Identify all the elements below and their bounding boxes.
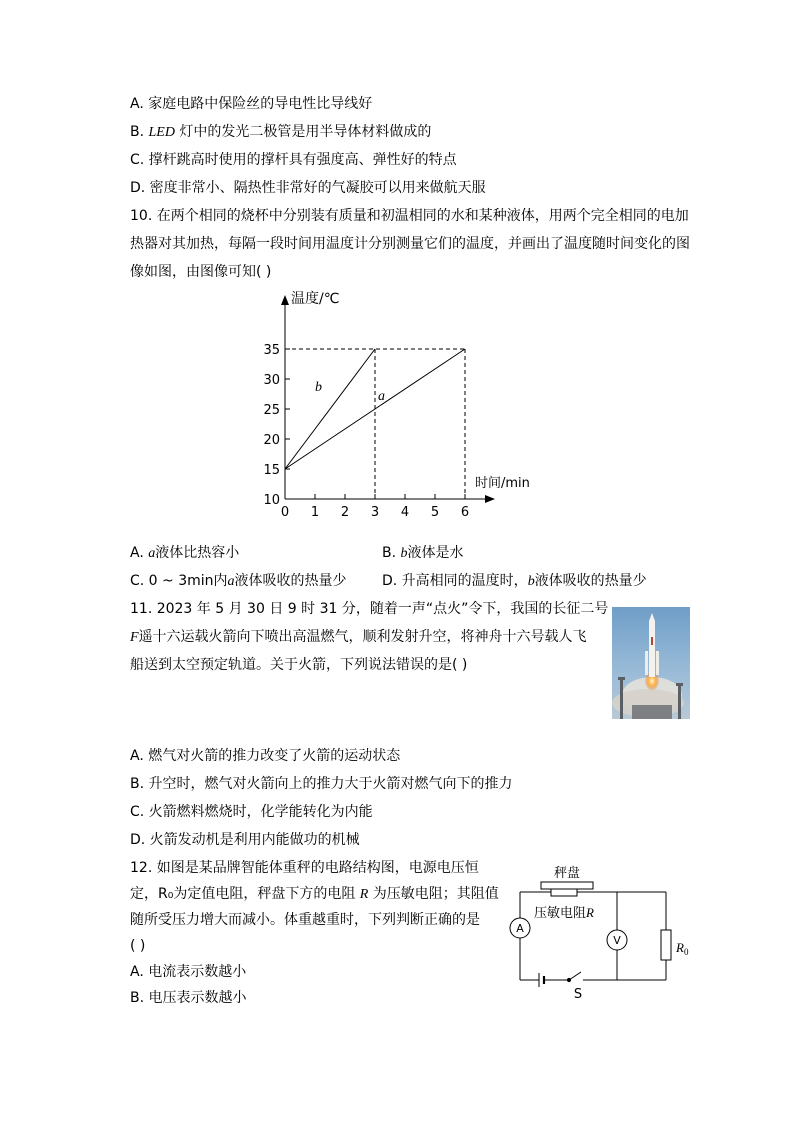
- q11-option-d: D. 火箭发动机是利用内能做功的机械: [130, 832, 360, 848]
- pan-label: 秤盘: [553, 866, 581, 881]
- q10-stem-line1: 10. 在两个相同的烧杯中分别装有质量和初温相同的水和某种液体，用两个完全相同的电加: [130, 208, 689, 224]
- q11-stem-line2: F遥十六运载火箭向下喷出高温燃气，顺利发射升空，将神舟十六号载人飞: [130, 629, 587, 645]
- x-tick-label: 2: [340, 505, 350, 520]
- x-tick-label: 5: [430, 505, 440, 520]
- y-axis-arrow: [281, 295, 289, 305]
- q11-option-c: C. 火箭燃料燃烧时，化学能转化为内能: [130, 804, 373, 820]
- y-tick-label: 10: [263, 493, 280, 508]
- q10-stem-line2: 热器对其加热，每隔一段时间用温度计分别测量它们的温度，并画出了温度随时间变化的图: [130, 236, 690, 252]
- voltmeter-label: V: [613, 934, 621, 947]
- fixed-resistor-r0: [661, 930, 671, 960]
- x-axis-arrow: [485, 495, 495, 503]
- y-tick-label: 30: [263, 373, 280, 388]
- switch-label: S: [573, 987, 583, 1002]
- q11-option-b: B. 升空时，燃气对火箭向上的推力大于火箭对燃气向下的推力: [130, 776, 513, 792]
- y-tick-label: 25: [263, 403, 280, 418]
- q12-stem-line4: ( ): [130, 938, 146, 954]
- q10-stem-line3: 像如图，由图像可知( ): [130, 264, 272, 280]
- x-tick-label: 4: [400, 505, 410, 520]
- scale-pan: [541, 882, 593, 889]
- series-label-b: b: [315, 380, 322, 395]
- pressure-sensor-resistor: [551, 889, 577, 896]
- x-tick-label: 0: [280, 505, 290, 520]
- q12-option-a: A. 电流表示数越小: [130, 964, 247, 980]
- q10-option-c: C. 0 ~ 3min内a液体吸收的热量少: [130, 573, 347, 589]
- q9-option-d: D. 密度非常小、隔热性非常好的气凝胶可以用来做航天服: [130, 180, 486, 196]
- x-tick-label: 6: [460, 505, 470, 520]
- series-line-b: [285, 349, 375, 469]
- y-axis-label: 温度/℃: [291, 291, 340, 307]
- sensor-label: 压敏电阻R: [534, 905, 594, 921]
- rocket-launch-photo: [612, 607, 690, 719]
- y-tick-label: 35: [263, 343, 280, 358]
- q11-stem-line1: 11. 2023 年 5 月 30 日 9 时 31 分，随着一声“点火”令下，我国的长征二号: [130, 601, 609, 617]
- q12-stem-line1: 12. 如图是某品牌智能体重秤的电路结构图，电源电压恒: [130, 860, 479, 876]
- switch-contact: [567, 978, 570, 981]
- circuit-diagram: [505, 860, 695, 1005]
- q10-option-b: B. b液体是水: [382, 545, 464, 561]
- series-label-a: a: [378, 389, 385, 404]
- q9-option-a: A. 家庭电路中保险丝的导电性比导线好: [130, 96, 373, 112]
- q12-stem-line3: 随所受压力增大而减小。体重越重时，下列判断正确的是: [130, 912, 480, 928]
- q9-option-b: B. LED 灯中的发光二极管是用半导体材料做成的: [130, 124, 432, 140]
- x-axis-label: 时间/min: [475, 476, 530, 491]
- q12-stem-line2: 定，R₀为定值电阻，秤盘下方的电阻 R 为压敏电阻；其阻值: [130, 886, 499, 902]
- y-tick-label: 15: [263, 463, 280, 478]
- y-tick-label: 20: [263, 433, 280, 448]
- ammeter-label: A: [516, 922, 524, 935]
- q10-option-d: D. 升高相同的温度时，b液体吸收的热量少: [382, 573, 647, 589]
- x-tick-label: 3: [370, 505, 380, 520]
- q11-stem-line3: 船送到太空预定轨道。关于火箭，下列说法错误的是( ): [130, 657, 468, 673]
- q11-option-a: A. 燃气对火箭的推力改变了火箭的运动状态: [130, 748, 401, 764]
- x-tick-label: 1: [310, 505, 320, 520]
- temperature-time-chart: [255, 285, 545, 525]
- r0-label: $R_0$: [676, 940, 689, 957]
- q10-option-a: A. a液体比热容小: [130, 545, 240, 561]
- q12-option-b: B. 电压表示数越小: [130, 990, 247, 1006]
- q9-option-c: C. 撑杆跳高时使用的撑杆具有强度高、弹性好的特点: [130, 152, 457, 168]
